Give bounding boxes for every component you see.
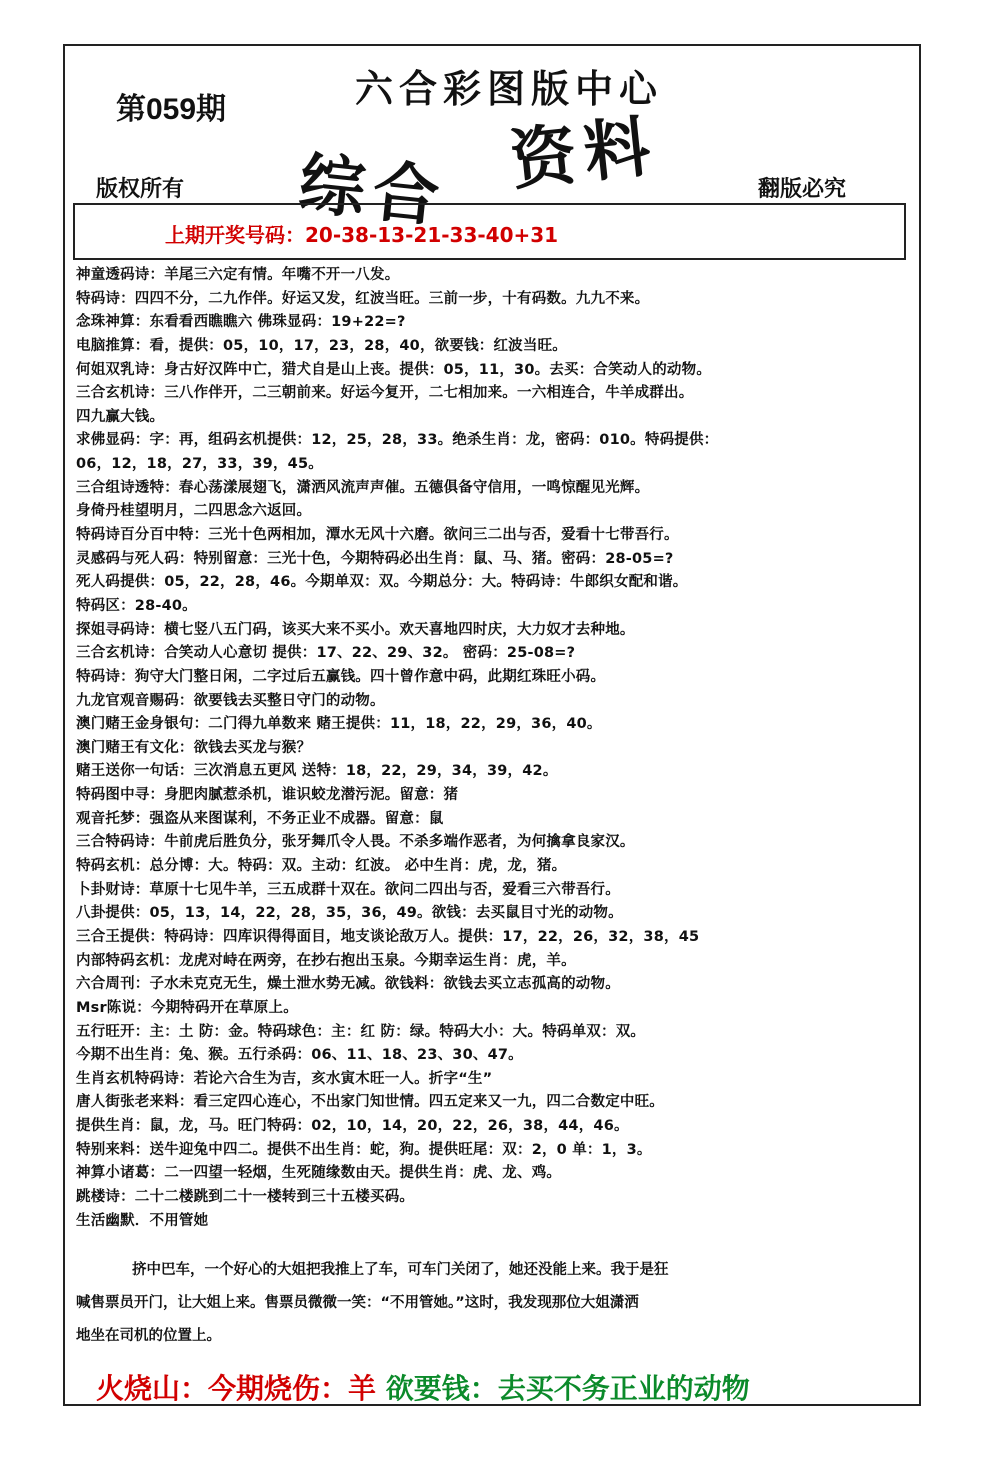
- content-line: 特码图中寻：身肥肉腻惹杀机，谁识蛟龙潜污泥。留意：猪: [76, 787, 459, 804]
- piracy-tag: 翻版必究: [758, 177, 847, 202]
- content-line: 六合周刊：子水未克克无生，燥土泄水势无减。欲钱料：欲钱去买立志孤高的动物。: [76, 976, 620, 993]
- footer-banner: [96, 1367, 750, 1407]
- content-line: 探姐寻码诗：横七竖八五门码，该买大来不买小。欢天喜地四时庆，大力奴才去种地。: [76, 621, 635, 638]
- content-line: 今期不出生肖：兔、猴。五行杀码：06、11、18、23、30、47。: [76, 1047, 523, 1064]
- content-line: 特码玄机：总分博：大。特码：双。主动：红波。 必中生肖：虎，龙，猪。: [76, 858, 567, 875]
- story-line: 地坐在司机的位置上。: [76, 1328, 221, 1344]
- content-line: 九龙官观音赐码：欲要钱去买整日守门的动物。: [76, 692, 385, 709]
- content-line: 四九赢大钱。: [76, 408, 165, 425]
- content-line: 特码诗百分百中特：三光十色两相加，潭水无风十六磨。欲问三二出与否，爱看十七带吾行。: [76, 527, 679, 544]
- content-line: 死人码提供：05，22，28，46。今期单双：双。今期总分：大。特码诗：牛郎织女配和谐。: [76, 574, 688, 591]
- content-line: 唐人街张老来料：看三定四心连心，不出家门知世情。四五定来又一九，四二合数定中旺。: [76, 1094, 664, 1111]
- content-line: 念珠神算：东看看西瞧瞧六 佛珠显码：19+22=?: [76, 314, 406, 331]
- content-line: 何姐双乳诗：身古好汉阵中亡，猎犬自是山上丧。提供：05，11，30。去买：合笑动人的动物。: [76, 361, 712, 378]
- story-line: 挤中巴车，一个好心的大姐把我推上了车，可车门关闭了，她还没能上来。我于是狂: [132, 1262, 669, 1278]
- content-line: 生肖玄机特码诗：若论六合生为吉，亥水寅木旺一人。折字“生”: [76, 1070, 493, 1087]
- content-line: 特码诗：四四不分，二九作伴。好运又发，红波当旺。三前一步，十有码数。九九不来。: [76, 290, 650, 307]
- content-line: 特码区：28-40。: [76, 597, 197, 614]
- content-line: 求佛显码：字：再，组码玄机提供：12，25，28，33。绝杀生肖：龙，密码：010。特码提供：: [76, 432, 719, 449]
- footer-red-text: 火烧山：今期烧伤：羊: [96, 1372, 377, 1405]
- footer-green-text: 欲要钱：去买不务正业的动物: [376, 1372, 750, 1405]
- content-line: 灵感码与死人码：特别留意：三光十色，今期特码必出生肖：鼠、马、猪。密码：28-05=?: [76, 550, 674, 567]
- content-line: 三合玄机诗：三八作伴开，二三朝前来。好运今复开，二七相加来。一六相连合，牛羊成群出。: [76, 385, 694, 402]
- content-line: 特别来料：送牛迎兔中四二。提供不出生肖：蛇，狗。提供旺尾：双：2，0 单：1，3。: [76, 1141, 652, 1158]
- content-lines: [76, 264, 911, 1233]
- content-line: 跳楼诗：二十二楼跳到二十一楼转到三十五楼买码。: [76, 1188, 415, 1205]
- content-line: 三合玄机诗：合笑动人心意切 提供：17、22、29、32。 密码：25-08=?: [76, 645, 576, 662]
- content-line: 神童透码诗：羊尾三六定有情。年嘴不开一八发。: [76, 267, 400, 283]
- content-line: 06，12，18，27，33，39，45。: [76, 456, 323, 473]
- content-line: 电脑推算：看，提供：05，10，17，23，28，40，欲要钱：红波当旺。: [76, 337, 567, 354]
- content-line: 赌王送你一句话：三次消息五更风 送特：18，22，29，34，39，42。: [76, 763, 558, 780]
- humor-story: [76, 1254, 876, 1353]
- logo-word-ziliao: 资料: [506, 106, 662, 200]
- content-line: 八卦提供：05，13，14，22，28，35，36，49。欲钱：去买鼠目寸光的动物。: [76, 905, 623, 922]
- logo-word-zonghe: 综合: [295, 143, 451, 237]
- content-line: 五行旺开：主：土 防：金。特码球色：主：红 防：绿。特码大小：大。特码单双：双。: [76, 1023, 646, 1040]
- content-line: 三合特码诗：牛前虎后胜负分，张牙舞爪令人畏。不杀多端作恶者，为何擒拿良家汉。: [76, 834, 635, 851]
- content-line: 身倚丹桂望明月，二四思念六返回。: [76, 503, 312, 520]
- content-line: 卜卦财诗：草原十七见牛羊，三五成群十双在。欲问二四出与否，爱看三六带吾行。: [76, 881, 620, 898]
- issue-number: 第059期: [116, 93, 227, 126]
- content-line: 三合组诗透特：春心荡漾展翅飞，潇洒风流声声催。五德俱备守信用，一鸣惊醒见光辉。: [76, 479, 650, 496]
- content-line: 观音托梦：强盗从来图谋利，不务正业不成器。留意：鼠: [76, 810, 444, 827]
- center-title: 六合彩图版中心: [355, 66, 664, 111]
- content-line: 生活幽默．不用管她: [76, 1212, 209, 1229]
- last-draw-result: 上期开奖号码：20-38-13-21-33-40+31: [165, 223, 559, 247]
- content-line: 神算小诸葛：二一四望一轻烟，生死随缘数由天。提供生肖：虎、龙、鸡。: [76, 1165, 562, 1182]
- content-line: 澳门赌王金身银句：二门得九单数来 赌王提供：11，18，22，29，36，40。: [76, 716, 602, 733]
- content-line: 内部特码玄机：龙虎对峙在两旁，在抄右抱出玉泉。今期幸运生肖：虎，羊。: [76, 952, 576, 969]
- result-box: [73, 203, 906, 260]
- content-line: 澳门赌王有文化：欲钱去买龙与猴？: [76, 739, 312, 756]
- content-line: 提供生肖：鼠，龙，马。旺门特码：02，10，14，20，22，26，38，44，46。: [76, 1118, 629, 1135]
- content-line: Msr陈说：今期特码开在草原上。: [76, 999, 298, 1016]
- content-line: 特码诗：狗守大门整日闲，二字过后五赢钱。四十曾作意中码，此期红珠旺小码。: [76, 668, 606, 685]
- content-line: 三合王提供：特码诗：四库识得得面目，地支谈论敌万人。提供：17，22，26，32，38，45: [76, 928, 700, 945]
- copyright-tag: 版权所有: [96, 177, 185, 202]
- story-line: 喊售票员开门，让大姐上来。售票员微微一笑：“不用管她。”这时，我发现那位大姐潇洒: [76, 1295, 639, 1311]
